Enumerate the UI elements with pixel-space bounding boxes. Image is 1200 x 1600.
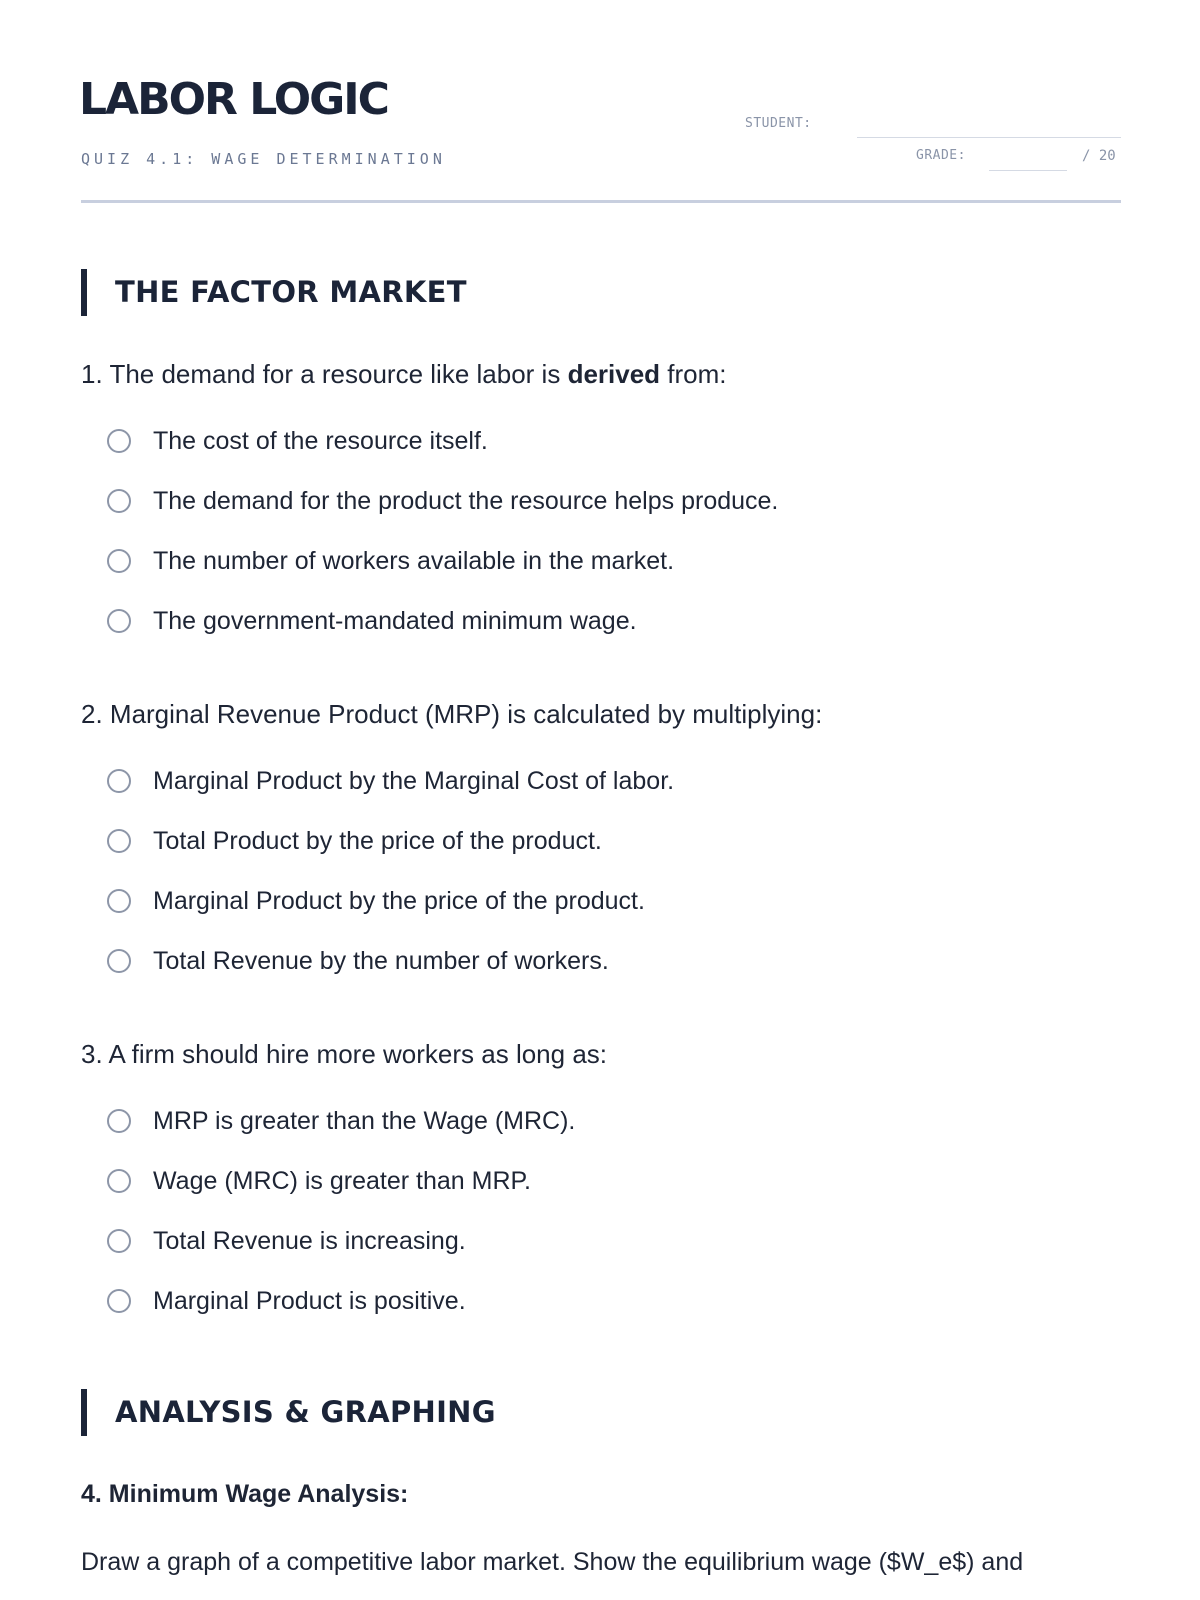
option-label: Marginal Product is positive. <box>153 1286 466 1315</box>
option-label: Total Product by the price of the product. <box>153 826 602 855</box>
student-label: STUDENT: <box>745 116 812 131</box>
option-label: The number of workers available in the market. <box>153 546 675 575</box>
student-name-field[interactable] <box>857 137 1121 138</box>
question-2-text: 2. Marginal Revenue Product (MRP) is calculated by multiplying: <box>81 699 823 729</box>
radio-button[interactable] <box>107 1289 131 1313</box>
question-1-option-b[interactable] <box>107 485 778 517</box>
option-label: Marginal Product by the price of the product. <box>153 886 645 915</box>
question-1-text: 1. The demand for a resource like labor is derived from: <box>81 359 727 389</box>
radio-button[interactable] <box>107 1109 131 1133</box>
option-label: The cost of the resource itself. <box>153 426 488 455</box>
question-4-heading: 4. Minimum Wage Analysis: <box>81 1480 409 1508</box>
question-4-prompt: Draw a graph of a competitive labor market. Show the equilibrium wage ($W_e$) and <box>81 1548 1024 1576</box>
question-2-option-c[interactable] <box>107 885 645 917</box>
question-3-option-d[interactable] <box>107 1285 466 1317</box>
question-3-text: 3. A firm should hire more workers as long as: <box>81 1039 608 1069</box>
grade-total: / 20 <box>1082 148 1116 164</box>
grade-label: GRADE: <box>916 148 966 163</box>
quiz-page <box>79 0 1121 1576</box>
quiz-header <box>81 0 1121 203</box>
grade-field[interactable] <box>989 170 1067 171</box>
question-1-option-a[interactable] <box>107 425 488 457</box>
question-3-option-c[interactable] <box>107 1225 466 1257</box>
option-label: The demand for the product the resource helps produce. <box>153 486 779 515</box>
section-heading-factor-market: THE FACTOR MARKET <box>81 269 467 316</box>
radio-button[interactable] <box>107 429 131 453</box>
radio-button[interactable] <box>107 769 131 793</box>
emphasis-derived: derived <box>567 359 661 389</box>
question-1-option-c[interactable] <box>107 545 674 577</box>
radio-button[interactable] <box>107 1169 131 1193</box>
section-heading-analysis-graphing: ANALYSIS & GRAPHING <box>81 1389 496 1436</box>
question-2-option-b[interactable] <box>107 825 602 857</box>
question-1-option-d[interactable] <box>107 605 637 637</box>
question-3-option-b[interactable] <box>107 1165 531 1197</box>
option-label: Marginal Product by the Marginal Cost of labor. <box>153 766 675 795</box>
radio-button[interactable] <box>107 1229 131 1253</box>
option-label: MRP is greater than the Wage (MRC). <box>153 1106 576 1135</box>
radio-button[interactable] <box>107 489 131 513</box>
option-label: The government-mandated minimum wage. <box>153 606 637 635</box>
question-3-option-a[interactable] <box>107 1105 575 1137</box>
radio-button[interactable] <box>107 609 131 633</box>
radio-button[interactable] <box>107 889 131 913</box>
radio-button[interactable] <box>107 949 131 973</box>
option-label: Total Revenue is increasing. <box>153 1226 466 1255</box>
quiz-subtitle: QUIZ 4.1: WAGE DETERMINATION <box>81 150 446 168</box>
question-2-option-d[interactable] <box>107 945 609 977</box>
option-label: Total Revenue by the number of workers. <box>153 946 609 975</box>
question-2-option-a[interactable] <box>107 765 674 797</box>
quiz-title: LABOR LOGIC <box>79 74 388 125</box>
radio-button[interactable] <box>107 549 131 573</box>
option-label: Wage (MRC) is greater than MRP. <box>153 1166 531 1195</box>
radio-button[interactable] <box>107 829 131 853</box>
